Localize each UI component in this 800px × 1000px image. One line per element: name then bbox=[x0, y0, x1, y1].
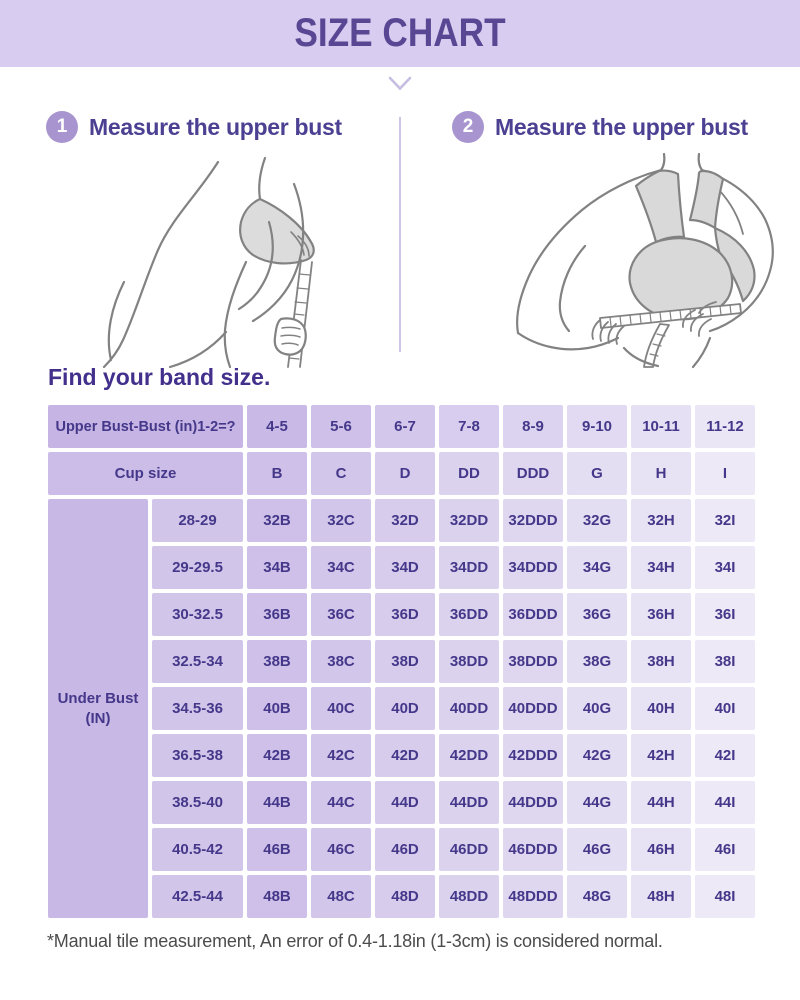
size-cell: 40H bbox=[631, 687, 691, 730]
size-cell: 44DDD bbox=[503, 781, 563, 824]
section-title: Find your band size. bbox=[48, 364, 271, 390]
illustration-front-measure bbox=[448, 152, 778, 374]
size-cell: 48B bbox=[247, 875, 307, 918]
size-cell: 44H bbox=[631, 781, 691, 824]
size-cell: 40I bbox=[695, 687, 755, 730]
diff-value-cell: 7-8 bbox=[439, 405, 499, 448]
size-cell: 40G bbox=[567, 687, 627, 730]
size-cell: 32C bbox=[311, 499, 371, 542]
under-bust-range-cell: 36.5-38 bbox=[152, 734, 243, 777]
size-cell: 38DDD bbox=[503, 640, 563, 683]
size-cell: 36G bbox=[567, 593, 627, 636]
size-cell: 36C bbox=[311, 593, 371, 636]
size-cell: 48G bbox=[567, 875, 627, 918]
diff-header-cell: Upper Bust-Bust (in)1-2=? bbox=[48, 405, 243, 448]
size-cell: 42I bbox=[695, 734, 755, 777]
size-cell: 46G bbox=[567, 828, 627, 871]
under-bust-header-cell bbox=[48, 499, 148, 918]
page-title: SIZE CHART bbox=[294, 11, 506, 55]
cup-value-cell: DD bbox=[439, 452, 499, 495]
under-bust-range-cell: 38.5-40 bbox=[152, 781, 243, 824]
diff-value-cell: 5-6 bbox=[311, 405, 371, 448]
size-cell: 46D bbox=[375, 828, 435, 871]
size-cell: 36DD bbox=[439, 593, 499, 636]
size-cell: 40DDD bbox=[503, 687, 563, 730]
under-bust-label-line1: Under Bust bbox=[57, 690, 139, 707]
under-bust-range-cell: 40.5-42 bbox=[152, 828, 243, 871]
size-cell: 42C bbox=[311, 734, 371, 777]
size-cell: 38H bbox=[631, 640, 691, 683]
under-bust-range-cell: 32.5-34 bbox=[152, 640, 243, 683]
diff-value-cell: 11-12 bbox=[695, 405, 755, 448]
size-cell: 34C bbox=[311, 546, 371, 589]
size-cell: 34B bbox=[247, 546, 307, 589]
size-cell: 44B bbox=[247, 781, 307, 824]
cup-value-cell: C bbox=[311, 452, 371, 495]
size-cell: 44C bbox=[311, 781, 371, 824]
size-cell: 36I bbox=[695, 593, 755, 636]
size-cell: 40B bbox=[247, 687, 307, 730]
size-cell: 34I bbox=[695, 546, 755, 589]
size-cell: 46B bbox=[247, 828, 307, 871]
size-cell: 48C bbox=[311, 875, 371, 918]
cup-value-cell: I bbox=[695, 452, 755, 495]
size-cell: 42D bbox=[375, 734, 435, 777]
size-cell: 34G bbox=[567, 546, 627, 589]
size-cell: 46H bbox=[631, 828, 691, 871]
size-cell: 36D bbox=[375, 593, 435, 636]
illustration-side-measure bbox=[60, 156, 380, 373]
under-bust-range-cell: 28-29 bbox=[152, 499, 243, 542]
size-cell: 44G bbox=[567, 781, 627, 824]
cup-value-cell: H bbox=[631, 452, 691, 495]
size-cell: 42DD bbox=[439, 734, 499, 777]
size-cell: 40C bbox=[311, 687, 371, 730]
diff-value-cell: 9-10 bbox=[567, 405, 627, 448]
size-cell: 42B bbox=[247, 734, 307, 777]
size-cell: 34DDD bbox=[503, 546, 563, 589]
size-cell: 46DD bbox=[439, 828, 499, 871]
size-cell: 38B bbox=[247, 640, 307, 683]
size-cell: 34D bbox=[375, 546, 435, 589]
size-cell: 44I bbox=[695, 781, 755, 824]
size-cell: 36B bbox=[247, 593, 307, 636]
banner bbox=[0, 0, 800, 67]
size-cell: 32DDD bbox=[503, 499, 563, 542]
step-2 bbox=[452, 111, 748, 143]
size-cell: 38I bbox=[695, 640, 755, 683]
diff-value-cell: 10-11 bbox=[631, 405, 691, 448]
size-cell: 46C bbox=[311, 828, 371, 871]
size-cell: 32B bbox=[247, 499, 307, 542]
size-cell: 32G bbox=[567, 499, 627, 542]
size-cell: 46I bbox=[695, 828, 755, 871]
under-bust-range-cell: 34.5-36 bbox=[152, 687, 243, 730]
chevron-down-icon bbox=[388, 76, 412, 96]
size-cell: 34DD bbox=[439, 546, 499, 589]
step-2-label: Measure the upper bust bbox=[495, 113, 748, 140]
diff-value-cell: 8-9 bbox=[503, 405, 563, 448]
cup-value-cell: G bbox=[567, 452, 627, 495]
size-cell: 36DDD bbox=[503, 593, 563, 636]
size-cell: 44DD bbox=[439, 781, 499, 824]
size-table bbox=[48, 405, 755, 918]
size-cell: 48I bbox=[695, 875, 755, 918]
size-cell: 48H bbox=[631, 875, 691, 918]
size-cell: 42DDD bbox=[503, 734, 563, 777]
size-cell: 34H bbox=[631, 546, 691, 589]
size-cell: 38DD bbox=[439, 640, 499, 683]
cup-value-cell: B bbox=[247, 452, 307, 495]
under-bust-range-cell: 42.5-44 bbox=[152, 875, 243, 918]
size-cell: 44D bbox=[375, 781, 435, 824]
size-cell: 38G bbox=[567, 640, 627, 683]
step-2-number-badge: 2 bbox=[452, 111, 484, 143]
size-cell: 46DDD bbox=[503, 828, 563, 871]
size-cell: 36H bbox=[631, 593, 691, 636]
size-cell: 40DD bbox=[439, 687, 499, 730]
under-bust-range-cell: 29-29.5 bbox=[152, 546, 243, 589]
size-cell: 32D bbox=[375, 499, 435, 542]
cup-value-cell: DDD bbox=[503, 452, 563, 495]
size-cell: 38D bbox=[375, 640, 435, 683]
size-cell: 32H bbox=[631, 499, 691, 542]
size-cell: 32I bbox=[695, 499, 755, 542]
size-cell: 38C bbox=[311, 640, 371, 683]
size-cell: 42H bbox=[631, 734, 691, 777]
under-bust-label-line2: (IN) bbox=[85, 709, 111, 727]
under-bust-range-cell: 30-32.5 bbox=[152, 593, 243, 636]
cup-size-header-cell: Cup size bbox=[48, 452, 243, 495]
size-cell: 48DD bbox=[439, 875, 499, 918]
footnote: *Manual tile measurement, An error of 0.4-1.18in (1-3cm) is considered normal. bbox=[47, 931, 663, 951]
step-1 bbox=[46, 111, 342, 143]
size-cell: 42G bbox=[567, 734, 627, 777]
diff-value-cell: 6-7 bbox=[375, 405, 435, 448]
size-cell: 32DD bbox=[439, 499, 499, 542]
size-cell: 48DDD bbox=[503, 875, 563, 918]
diff-value-cell: 4-5 bbox=[247, 405, 307, 448]
cup-value-cell: D bbox=[375, 452, 435, 495]
vertical-divider bbox=[399, 117, 401, 352]
size-cell: 40D bbox=[375, 687, 435, 730]
step-1-number-badge: 1 bbox=[46, 111, 78, 143]
size-cell: 48D bbox=[375, 875, 435, 918]
step-1-label: Measure the upper bust bbox=[89, 113, 342, 140]
